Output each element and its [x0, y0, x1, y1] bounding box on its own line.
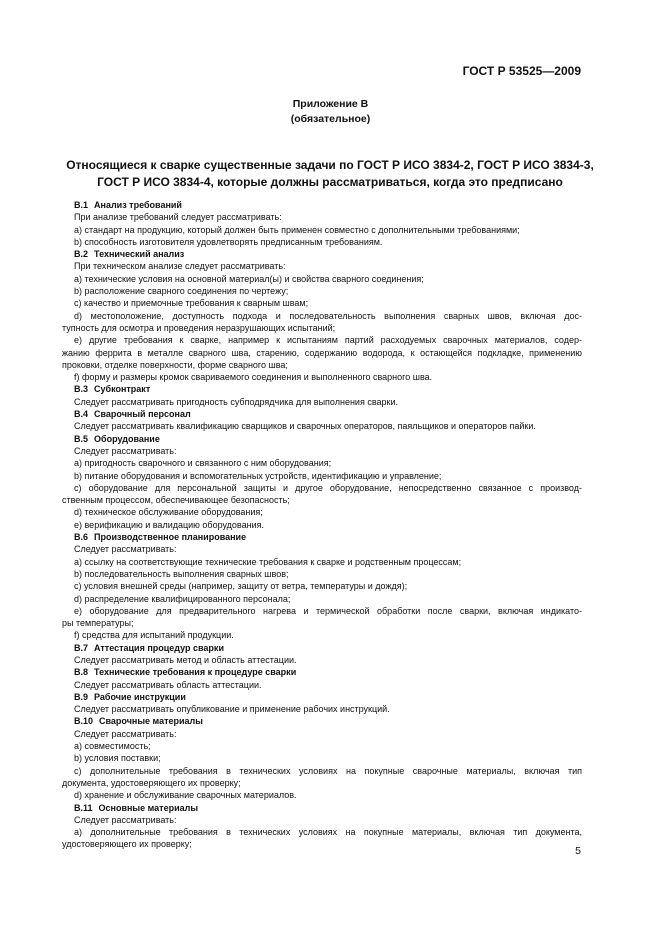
section-title: Технические требования к процедуре сварки: [94, 667, 297, 678]
page-number: 5: [575, 845, 581, 857]
paragraph: Следует рассматривать:: [74, 445, 177, 456]
section-heading: [62, 666, 582, 678]
paragraph: Следует рассматривать пригодность субподрядчика для выполнения сварки.: [74, 396, 398, 407]
section-heading: [62, 433, 582, 445]
list-item: е) оборудование для предварительного нагрева и термической обработки после сварки, включая индикато-: [74, 605, 582, 616]
section-heading: [62, 199, 582, 211]
section-number: В.8: [74, 667, 89, 678]
list-item: d) хранение и обслуживание сварочных материалов.: [74, 790, 297, 801]
section-number: В.11: [74, 802, 93, 813]
list-item: f) средства для испытаний продукции.: [74, 630, 234, 641]
paragraph: При техническом анализе следует рассматривать:: [74, 261, 286, 272]
list-item: е) верификацию и валидацию оборудования.: [74, 519, 264, 530]
section-heading: [62, 531, 582, 543]
list-item: а) пригодность сварочного и связанного с ним оборудования;: [74, 458, 332, 469]
title-line: Относящиеся к сварке существенные задачи по ГОСТ Р ИСО 3834-2, ГОСТ Р ИСО 3834-3,: [66, 158, 594, 172]
section-number: В.4: [74, 409, 89, 420]
section-title: Оборудование: [94, 433, 160, 444]
section-number: В.6: [74, 532, 89, 543]
annex-status: (обязательное): [290, 113, 371, 125]
section-title: Сварочный персонал: [94, 409, 191, 420]
section-heading: [62, 383, 582, 395]
list-item: с) оборудование для персональной защиты и другое оборудование, непосредственно связанное с производ-: [74, 482, 582, 493]
list-item: d) местоположение, доступность подхода и последовательность выполнения сварных швов, включая дос-: [74, 310, 582, 321]
document-body: [62, 199, 582, 851]
section-heading: [62, 691, 582, 703]
section-heading: [62, 408, 582, 420]
section-title: Технический анализ: [94, 249, 185, 260]
section-title: Основные материалы: [98, 802, 199, 813]
paragraph: Следует рассматривать метод и область аттестации.: [74, 654, 297, 665]
list-item: d) распределение квалифицированного персонала;: [74, 593, 291, 604]
list-item: d) техническое обслуживание оборудования;: [74, 507, 263, 518]
paragraph: Следует рассматривать:: [74, 544, 177, 555]
list-item-continuation: ственным процессом, обеспечивающее безопасность;: [62, 495, 290, 506]
section-heading: [62, 802, 582, 814]
list-item: с) качество и приемочные требования к сварным швам;: [74, 298, 309, 309]
section-heading: [62, 642, 582, 654]
paragraph: Следует рассматривать область аттестации.: [74, 679, 262, 690]
paragraph: Следует рассматривать:: [74, 728, 177, 739]
list-item: b) способность изготовителя удовлетворять предписанным требованиям.: [74, 236, 383, 247]
list-item-continuation: ры температуры;: [62, 618, 134, 629]
list-item-continuation: удостоверяющего их проверку;: [62, 839, 192, 850]
document-code: ГОСТ Р 53525—2009: [462, 64, 581, 78]
section-heading: [62, 715, 582, 727]
list-item: b) расположение сварного соединения по чертежу;: [74, 286, 289, 297]
section-title: Производственное планирование: [94, 532, 247, 543]
list-item: b) последовательность выполнения сварных швов;: [74, 568, 289, 579]
document-title: [62, 157, 598, 191]
paragraph: Следует рассматривать опубликование и применение рабочих инструкций.: [74, 704, 390, 715]
paragraph: Следует рассматривать:: [74, 814, 177, 825]
paragraph: При анализе требований следует рассматривать:: [74, 212, 282, 223]
section-heading: [62, 248, 582, 260]
section-title: Аттестация процедур сварки: [94, 642, 224, 653]
section-number: В.9: [74, 691, 89, 702]
section-title: Сварочные материалы: [99, 716, 203, 727]
list-item-continuation: жанию феррита в металле сварного шва, старению, содержанию водорода, к остающейся подкладке, применению: [62, 347, 582, 358]
list-item: а) ссылку на соответствующие технические требования к сварке и родственным процессам;: [74, 556, 462, 567]
list-item: с) дополнительные требования в технических условиях на покупные сварочные материалы, включая тип: [74, 765, 582, 776]
list-item: а) дополнительные требования в технических условиях на покупные материалы, включая тип документа,: [74, 827, 582, 838]
list-item: а) стандарт на продукцию, который должен быть применен совместно с дополнительными требованиями;: [74, 224, 520, 235]
list-item-continuation: проковки, отделке поверхности, форме сварного шва;: [62, 359, 288, 370]
list-item: b) условия поставки;: [74, 753, 161, 764]
section-number: В.1: [74, 200, 89, 210]
list-item: b) питание оборудования и вспомогательных устройств, идентификацию и управление;: [74, 470, 442, 481]
list-item-continuation: документа, удостоверяющего их проверку;: [62, 777, 241, 788]
section-number: В.2: [74, 249, 89, 260]
list-item: е) другие требования к сварке, например к испытаниям партий расходуемых сварочных материалов, содер-: [74, 335, 582, 346]
section-title: Анализ требований: [94, 200, 182, 210]
annex-heading: [0, 97, 661, 127]
section-number: В.5: [74, 433, 89, 444]
section-number: В.10: [74, 716, 94, 727]
section-title: Рабочие инструкции: [94, 691, 186, 702]
list-item: а) совместимость;: [74, 741, 151, 752]
title-line: ГОСТ Р ИСО 3834-4, которые должны рассматриваться, когда это предписано: [97, 175, 563, 189]
list-item: с) условия внешней среды (например, защиту от ветра, температуры и дождя);: [74, 581, 408, 592]
list-item-continuation: тупность для осмотра и проведения неразрушающих испытаний;: [62, 322, 336, 333]
section-number: В.3: [74, 384, 89, 395]
list-item: а) технические условия на основной материал(ы) и свойства сварного соединения;: [74, 273, 424, 284]
section-number: В.7: [74, 642, 89, 653]
section-title: Субконтракт: [94, 384, 151, 395]
list-item: f) форму и размеры кромок свариваемого соединения и выполненного сварного шва.: [74, 372, 433, 383]
paragraph: Следует рассматривать квалификацию сварщиков и сварочных операторов, паяльщиков и операторов пайки.: [74, 421, 536, 432]
annex-title: Приложение В: [292, 98, 369, 110]
